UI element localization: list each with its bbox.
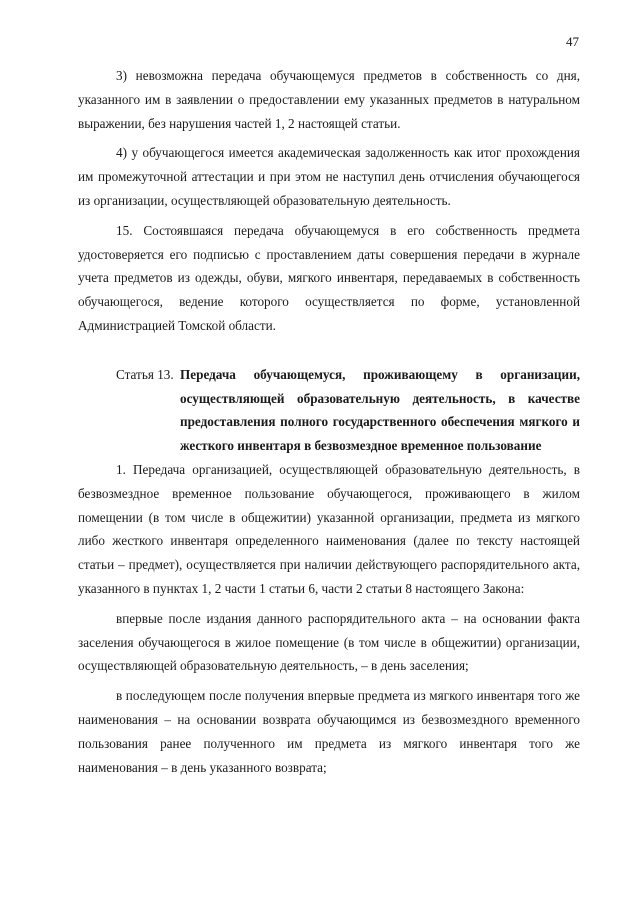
article-label: Статья 13.: [116, 366, 174, 382]
paragraph-clause-15: 15. Состоявшаяся передача обучающемуся в его собственность предмета удостоверяется его подписью с проставлением даты совершения передачи в журнале учета предметов из одежды, обуви, мягкого инвентаря, передаваемых в собственность обучающегося, ведение которого осуществляется по форме, установленной Администрацией Томской области.: [78, 222, 580, 333]
article-heading: [78, 363, 580, 458]
paragraph-clause-1: 1. Передача организацией, осуществляющей образовательную деятельность, в безвозмездное временное пользование обучающегося, проживающего в жилом помещении (в том числе в общежитии) указанной организации, предмета из мягкого либо жесткого инвентаря определенного наименования (далее по тексту настоящей статьи – предмет), осуществляется при наличии действующего распорядительного акта, указанного в пунктах 1, 2 части 1 статьи 6, части 2 статьи 8 настоящего Закона:: [78, 461, 580, 596]
paragraph-item-4: 4) у обучающегося имеется академическая задолженность как итог прохождения им промежуточной аттестации и при этом не наступил день отчисления обучающегося из организации, осуществляющей образовательную деятельность.: [78, 145, 580, 208]
paragraph-item-3: 3) невозможна передача обучающемуся предметов в собственность со дня, указанного им в заявлении о предоставлении ему указанных предметов в натуральном выражении, без нарушения частей 1, 2 настоящей статьи.: [78, 68, 580, 131]
paragraph-first-issue: впервые после издания данного распорядительного акта – на основании факта заселения обучающегося в жилое помещение (в том числе в общежитии) организации, осуществляющей образовательную деятельность, – в день заселения;: [78, 610, 580, 674]
document-body: [78, 52, 580, 779]
paragraph-subsequent-issue: в последующем после получения впервые предмета из мягкого инвентаря того же наименования – на основании возврата обучающимся из безвозмездного временного пользования ранее полученного им предмета из мягкого инвентаря того же наименования – в день указанного возврата;: [78, 688, 580, 775]
page-number: 47: [566, 34, 579, 49]
article-title: Передача обучающемуся, проживающему в организации, осуществляющей образовательную деятельность, в качестве предоставления полного государственного обеспечения мягкого и жесткого инвентаря в безвозмездное временное пользование: [180, 366, 580, 454]
